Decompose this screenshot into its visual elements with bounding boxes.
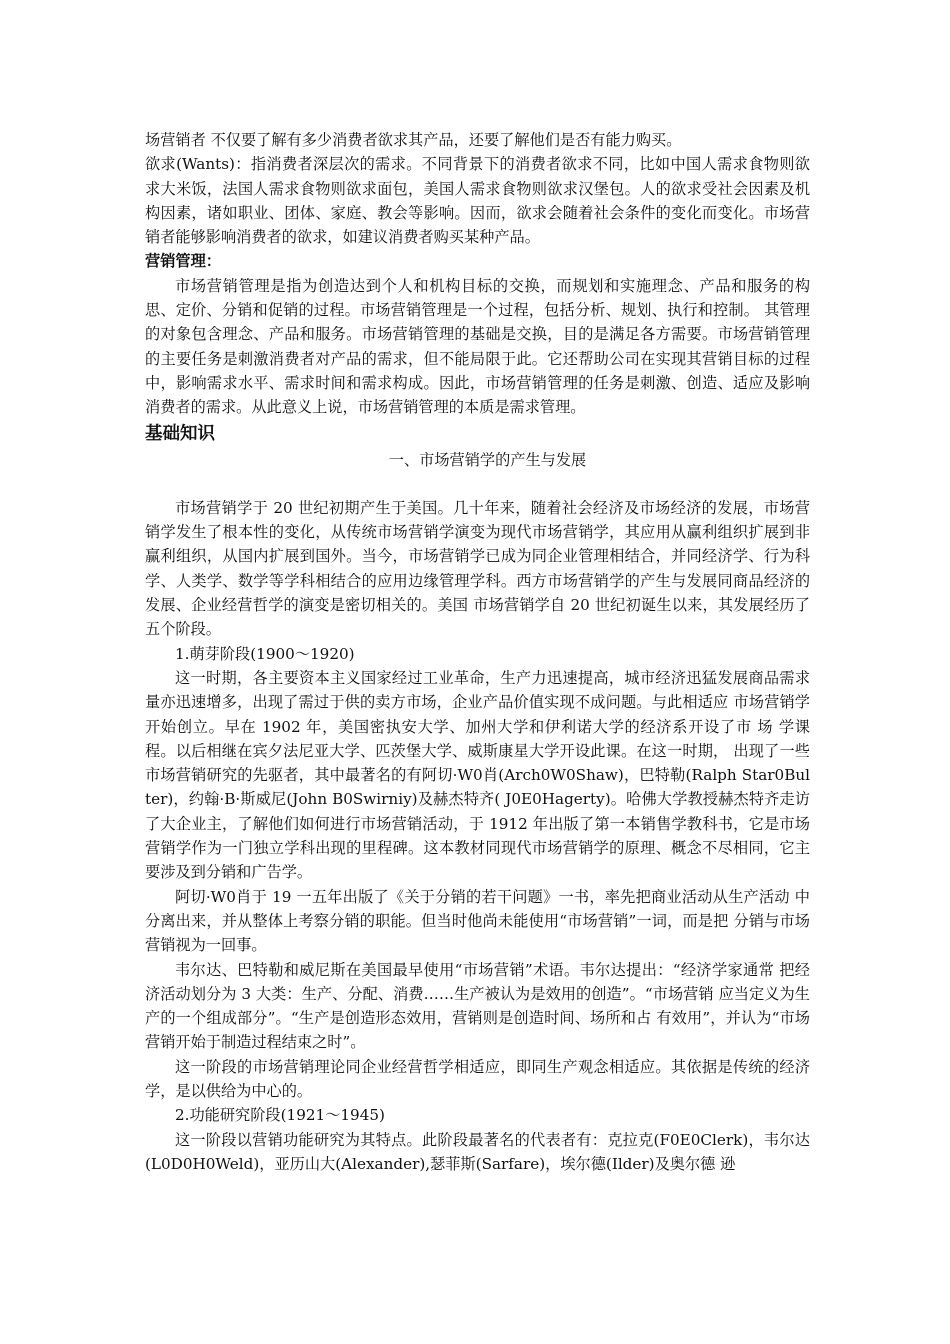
paragraph-wants-continued: 场营销者 不仅要了解有多少消费者欲求其产品，还要了解他们是否有能力购买。 bbox=[145, 131, 682, 149]
paragraph-stage-summary: 这一阶段的市场营销理论同企业经营哲学相适应，即同生产观念相适应。其依据是传统的经济学，是以供给为中心的。 bbox=[145, 1057, 810, 1100]
stage-heading-sprouting: 1.萌芽阶段(1900～1920) bbox=[175, 644, 355, 663]
paragraph-sprouting-stage: 这一时期，各主要资本主义国家经过工业革命，生产力迅速提高，城市经济迅猛发展商品需求量亦迅速增多，出现了需过于供的卖方市场，企业产品价值实现不成问题。与此相适应 市场营销学开始创立。早在 1902 年，美国密执安大学、加州大学和伊利诺大学的经济系开设了市 场 学课程。以后相继在宾夕法尼亚大学、匹茨堡大学、威斯康星大学开设此课。在这一时期， 出现了一些市场营销研究的先驱者，其中最著名的有阿切·W0肖(Arch0W0Shaw)，巴特勒(Ralph Star0Bulter)，约翰·B·斯威尼(John B0Swirniy)及赫杰特齐( J0E0Hagerty)。哈佛大学教授赫杰特齐走访了大企业主，了解他们如何进行市场营销活动，于 1912 年出版了第一本销售学教科书，它是市场营销学作为一门独立学科出现的里程碑。这本教材同现代市场营销学的原理、概念不尽相同，它主要涉及到分销和广告学。 bbox=[145, 668, 810, 882]
paragraph-functional-stage: 这一阶段以营销功能研究为其特点。此阶段最著名的代表者有：克拉克(F0E0Clerk)，韦尔达(L0D0H0Weld)，亚历山大(Alexander),瑟菲斯(Sarfare)，埃尔德(Ilder)及奥尔德 逊 bbox=[145, 1130, 810, 1173]
paragraph-weld: 韦尔达、巴特勒和威尼斯在美国最早使用“市场营销”术语。韦尔达提出：“经济学家通常 把经济活动划分为 3 大类：生产、分配、消费……生产被认为是效用的创造”。“市场营销 应当定义为生产的一个组成部分”。“生产是创造形态效用，营销则是创造时间、场所和占 有效用”，并认为“市场营销开始于制造过程结束之时”。 bbox=[145, 960, 810, 1052]
management-label: 营销管理： bbox=[145, 252, 221, 271]
stage-heading-functional: 2.功能研究阶段(1921～1945) bbox=[175, 1106, 385, 1125]
section-heading: 基础知识 bbox=[145, 423, 215, 444]
blank-line bbox=[145, 472, 810, 496]
paragraph-management: 市场营销管理是指为创造达到个人和机构目标的交换，而规划和实施理念、产品和服务的构思、定价、分销和促销的过程。市场营销管理是一个过程，包括分析、规划、执行和控制。 其管理的对象包含理念、产品和服务。市场营销管理的基础是交换，目的是满足各方需要。市场营销管理的主要任务是刺激消费者对产品的需求，但不能局限于此。它还帮助公司在实现其营销目标的过程中，影响需求水平、需求时间和需求构成。因此，市场营销管理的任务是刺激、创造、适应及影响消费者的需求。从此意义上说，市场营销管理的本质是需求管理。 bbox=[145, 276, 810, 417]
page-content bbox=[145, 128, 810, 1176]
paragraph-origin: 市场营销学于 20 世纪初期产生于美国。几十年来，随着社会经济及市场经济的发展，市场营销学发生了根本性的变化，从传统市场营销学演变为现代市场营销学，其应用从赢利组织扩展到非赢利组织，从国内扩展到国外。当今，市场营销学已成为同企业管理相结合，并同经济学、行为科学、人类学、数学等学科相结合的应用边缘管理学科。西方市场营销学的产生与发展同商品经济的发展、企业经营哲学的演变是密切相关的。美国 市场营销学自 20 世纪初诞生以来，其发展经历了五个阶段。 bbox=[145, 498, 810, 639]
paragraph-shaw: 阿切·W0肖于 19 一五年出版了《关于分销的若干问题》一书，率先把商业活动从生产活动 中分离出来，并从整体上考察分销的职能。但当时他尚未能使用“市场营销”一词，而是把 分销与市场营销视为一回事。 bbox=[145, 887, 810, 955]
paragraph-wants-definition: 欲求(Wants)：指消费者深层次的需求。不同背景下的消费者欲求不同，比如中国人需求食物则欲求大米饭，法国人需求食物则欲求面包，美国人需求食物则欲求汉堡包。人的欲求受社会因素及机构因素，诸如职业、团体、家庭、教会等影响。因而，欲求会随着社会条件的变化而变化。市场营销者能够影响消费者的欲求，如建议消费者购买某种产品。 bbox=[145, 155, 810, 247]
section-title: 一、市场营销学的产生与发展 bbox=[388, 450, 587, 469]
